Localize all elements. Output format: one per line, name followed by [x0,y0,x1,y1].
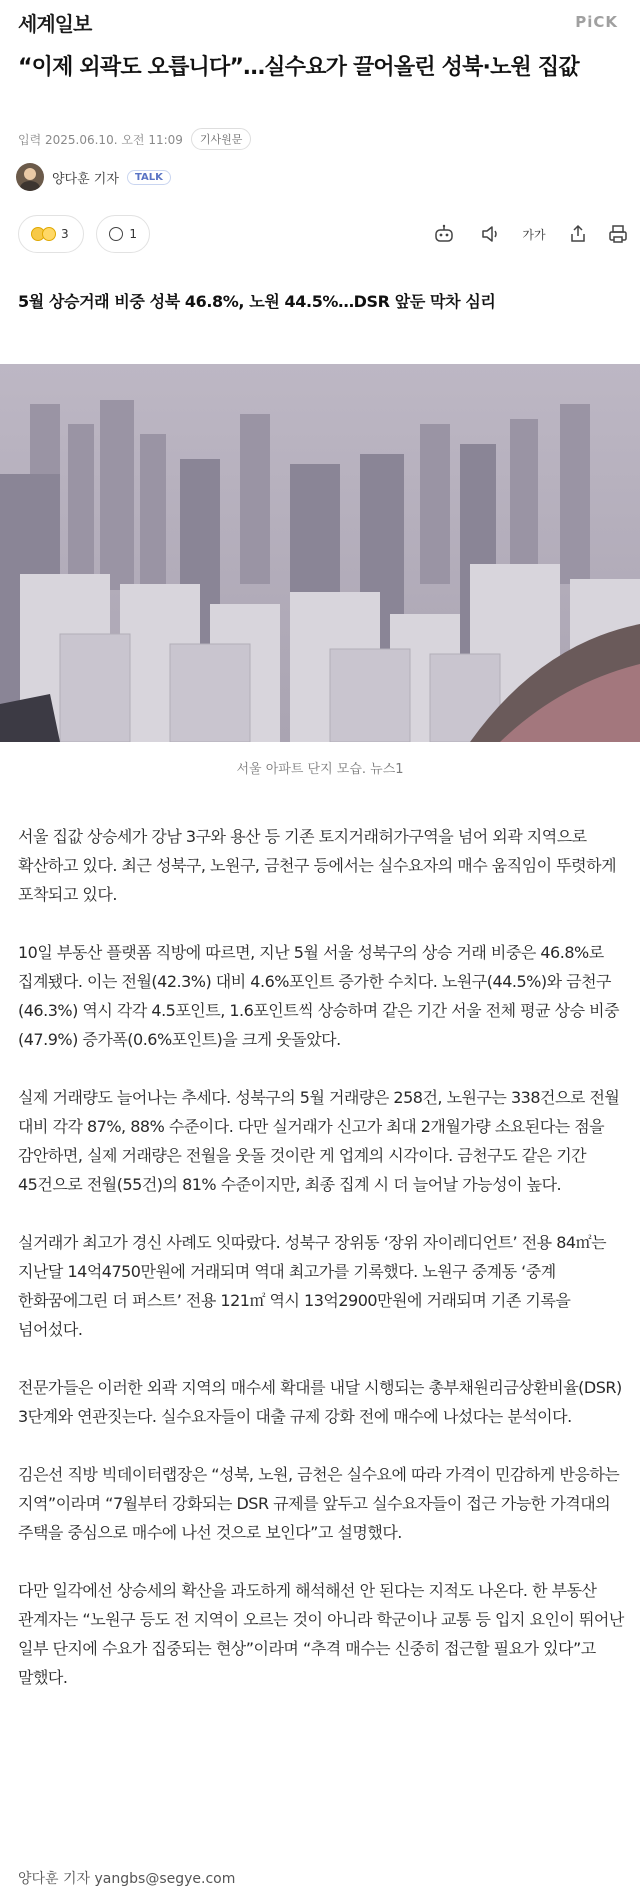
reaction-button[interactable] [18,215,84,253]
comment-button[interactable] [96,215,150,253]
share-icon[interactable] [566,222,590,246]
print-icon[interactable] [606,222,630,246]
author-row[interactable] [16,163,171,191]
article-paragraph: 실거래가 최고가 경신 사례도 잇따랐다. 성북구 장위동 ‘장위 자이레디언트’ 전용 84㎡는 지난달 14억4750만원에 거래되며 역대 최고가를 기록했다. 노원구 중계동 ‘중계 한화꿈에그린 더 퍼스트’ 전용 121㎡ 역시 13억2900만원에 거래되며 기존 기록을 넘어섰다. [18,1233,607,1339]
pick-badge[interactable]: PiCK [575,13,618,31]
article-subheadline: 5월 상승거래 비중 성북 46.8%, 노원 44.5%…DSR 앞둔 막차 심리 [18,292,496,311]
talk-badge[interactable]: TALK [127,170,171,185]
article-date: 입력 2025.06.10. 오전 11:09 [18,132,183,147]
robot-icon[interactable] [432,222,456,246]
source-button[interactable]: 기사원문 [191,128,252,150]
article-meta [18,128,251,150]
article-paragraph: 김은선 직방 빅데이터랩장은 “성북, 노원, 금천은 실수요에 따라 가격이 민감하게 반응하는 지역”이라며 “7월부터 강화되는 DSR 규제를 앞두고 실수요자들이 접근 가능한 가격대의 주택을 중심으로 매수에 나선 것으로 보인다”고 설명했다. [18,1465,620,1542]
article-headline: “이제 외곽도 오릅니다”…실수요가 끌어올린 성북·노원 집값 [18,55,579,80]
article-paragraph: 10일 부동산 플랫폼 직방에 따르면, 지난 5월 서울 성북구의 상승 거래 비중은 46.8%로 집계됐다. 이는 전월(42.3%) 대비 4.6%포인트 증가한 수치다. 노원구(44.5%)와 금천구(46.3%) 역시 각각 4.5포인트, 1.6포인트씩 상승하며 같은 기간 서울 전체 평균 상승 비중(47.9%) 증가폭(0.6%포인트)을 크게 웃돌았다. [18,943,620,1049]
article-photo [0,364,640,742]
author-name[interactable]: 양다훈 기자 [52,171,119,187]
speaker-icon[interactable] [478,222,502,246]
reaction-emoji-icon [42,227,56,241]
article-paragraph: 서울 집값 상승세가 강남 3구와 용산 등 기존 토지거래허가구역을 넘어 외곽 지역으로 확산하고 있다. 최근 성북구, 노원구, 금천구 등에서는 실수요자의 매수 움직임이 뚜렷하게 포착되고 있다. [18,827,617,904]
article-paragraph: 다만 일각에선 상승세의 확산을 과도하게 해석해선 안 된다는 지적도 나온다. 한 부동산 관계자는 “노원구 등도 전 지역이 오르는 것이 아니라 학군이나 교통 등 입지 요인이 뛰어난 일부 단지에 수요가 집중되는 현상”이라며 “추격 매수는 신중히 접근할 필요가 있다”고 말했다. [18,1581,624,1687]
article-paragraph: 실제 거래량도 늘어나는 추세다. 성북구의 5월 거래량은 258건, 노원구는 338건으로 전월 대비 각각 87%, 88% 수준이다. 다만 실거래가 신고가 최대 2개월가량 소요된다는 점을 감안하면, 실제 거래량은 전월을 웃돌 것이란 게 업계의 시각이다. 금천구도 같은 기간 45건으로 전월(55건)의 81% 수준이지만, 최종 집계 시 더 늘어날 가능성이 높다. [18,1088,620,1194]
article-body [18,822,624,1721]
site-logo[interactable]: 세계일보 [18,12,92,36]
author-avatar[interactable] [16,163,44,191]
reaction-count: 3 [61,227,69,241]
article-byline: 양다훈 기자 yangbs@segye.com [18,1871,236,1887]
comment-icon [109,227,123,241]
font-size-button[interactable]: 가가 [522,227,546,242]
top-bar [0,0,640,44]
comment-count: 1 [129,227,137,241]
action-bar [0,215,640,253]
photo-caption: 서울 아파트 단지 모습. 뉴스1 [236,762,404,777]
article-paragraph: 전문가들은 이러한 외곽 지역의 매수세 확대를 내달 시행되는 총부채원리금상환비율(DSR) 3단계와 연관짓는다. 실수요자들이 대출 규제 강화 전에 매수에 나섰다는 분석이다. [18,1378,622,1426]
